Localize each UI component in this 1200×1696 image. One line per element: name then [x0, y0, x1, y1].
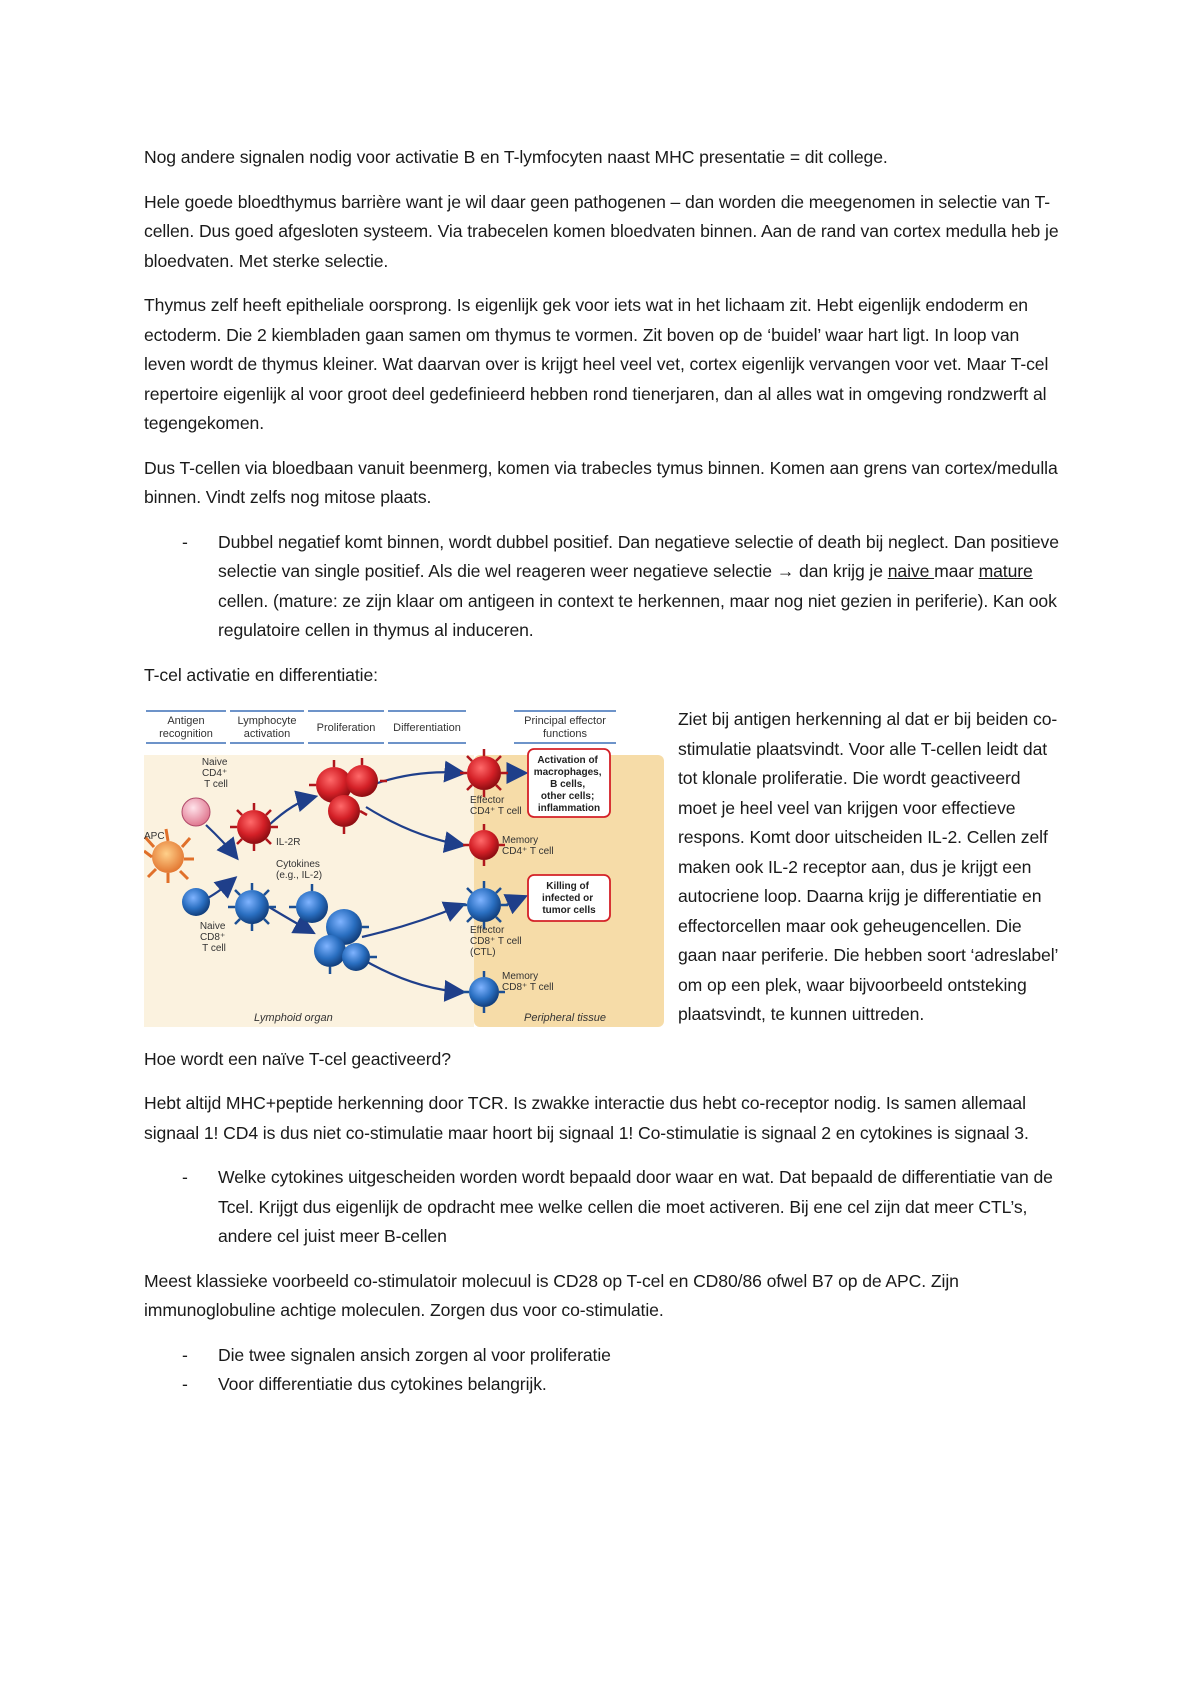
header-lymphocyte-activation: Lymphocyte activation: [237, 715, 297, 740]
label-peripheral-tissue: Peripheral tissue: [524, 1012, 606, 1024]
list-item: [144, 1370, 1060, 1400]
underlined-mature: mature: [978, 561, 1033, 581]
activated-cd8-cell: [228, 883, 276, 931]
paragraph-signals: Hebt altijd MHC+peptide herkenning door TCR. Is zwakke interactie dus hebt co-receptor nodig. Is samen allemaal signaal 1! CD4 is dus niet co-stimulatie maar hoort bij signaal 1! Co-stimulatie is signaal 2 en cytokines is signaal 3.: [144, 1093, 1029, 1143]
bullet-dash: -: [182, 1167, 188, 1187]
bullet-text-part: Dubbel negatief komt binnen, wordt dubbel positief. Dan negatieve selectie of death bij neglect. Dan positieve selectie van single positief. Als die wel reageren weer negatieve selectie → dan krijg je: [218, 531, 1059, 581]
bullet-text-part: maar: [934, 561, 979, 581]
figure-header-row: [146, 711, 616, 743]
paragraph-tcell-entry: Dus T-cellen via bloedbaan vanuit beenmerg, komen via trabecles tymus binnen. Komen aan grens van cortex/medulla binnen. Vindt zelfs nog mitose plaats.: [144, 457, 1058, 507]
label-naive-cd4: Naive CD4⁺ T cell: [201, 757, 228, 790]
effector-cd4-cell: [460, 749, 508, 797]
header-principal-effector-functions: Principal effector functions: [524, 715, 606, 740]
bullet-dash: -: [182, 531, 188, 552]
label-il2r: IL-2R: [276, 837, 301, 848]
label-memory-cd8: Memory CD8⁺ T cell: [502, 971, 554, 993]
paragraph-blood-thymus-barrier: Hele goede bloedthymus barrière want je wil daar geen pathogenen – dan worden die meegenomen in selectie van T-cellen. Dus goed afgesloten systeem. Via trabecelen komen bloedvaten binnen. Aan de rand van cortex medulla heb je bloedvaten. Met sterke selectie.: [144, 191, 1059, 271]
effector-cd8-cell: [460, 881, 508, 929]
effector-box-cd8: [528, 875, 610, 921]
bullet-list-cytokines: [144, 1163, 1060, 1252]
bullet-list-summary: [144, 1341, 1060, 1400]
question-naive-tcell-activation: Hoe wordt een naïve T-cel geactiveerd?: [144, 1048, 451, 1069]
activated-cd4-cell: [230, 803, 278, 851]
naive-cd8-cell: [182, 888, 210, 916]
header-antigen-recognition: Antigen recognition: [159, 715, 213, 740]
paragraph-intro: Nog andere signalen nodig voor activatie B en T-lymfocyten naast MHC presentatie = dit college.: [144, 147, 888, 167]
list-item: [144, 1341, 1060, 1371]
header-differentiation: Differentiation: [393, 722, 461, 734]
bullet-text: Die twee signalen ansich zorgen al voor proliferatie: [218, 1344, 611, 1365]
paragraph-thymus-origin: Thymus zelf heeft epitheliale oorsprong. Is eigenlijk gek voor iets wat in het lichaam zit. Hebt eigenlijk endoderm en ectoderm. Die 2 kiembladen gaan samen om thymus te vormen. Zit boven op de ‘buidel’ waar hart ligt. In loop van leven wordt de thymus kleiner. Wat daarvan over is krijgt heel veel vet, cortex eigenlijk vervangen voor vet. Maar T-cel repertoire eigenlijk al voor groot deel gedefinieerd hebben rond tienerjaren, dan al alles wat in omgeving rondzwerft al tegengekomen.: [144, 295, 1049, 433]
label-cytokines: Cytokines (e.g., IL-2): [276, 859, 323, 881]
bullet-dash: -: [182, 1374, 188, 1394]
bullet-text: Voor differentiatie dus cytokines belangrijk.: [218, 1374, 547, 1394]
label-apc: APC: [144, 831, 165, 842]
bullet-dash: -: [182, 1344, 188, 1365]
bullet-text: Welke cytokines uitgescheiden worden wordt bepaald door waar en wat. Dat bepaald de differentiatie van de Tcel. Krijgt dus eigenlijk de opdracht mee welke cellen die moet activeren. Bij ene cel zijn dat meer CTL’s, andere cel juist meer B-cellen: [218, 1167, 1053, 1246]
header-proliferation: Proliferation: [316, 722, 376, 734]
paragraph-figure-explanation: Ziet bij antigen herkenning al dat er bij beiden co-stimulatie plaatsvindt. Voor alle T-cellen leidt dat tot klonale proliferatie. Die wordt geactiveerd moet je heel veel van krijgen voor effectieve respons. Komt door uitscheiden IL-2. Cellen zelf maken ook IL-2 receptor aan, dus je krijgt een autocriene loop. Daarna krijg je differentiatie en effectorcellen maar ook geheugencellen. Die gaan naar periferie. Die hebben soort ‘adreslabel’ om op een plek, waar bijvoorbeeld ontsteking plaatsvindt, te kunnen uittreden.: [678, 709, 1058, 1024]
label-effector-cd4: Effector CD4⁺ T cell: [470, 795, 522, 817]
label-effector-cd8: Effector CD8⁺ T cell (CTL): [470, 925, 522, 958]
bullet-text-part: cellen. (mature: ze zijn klaar om antigeen in context te herkennen, maar nog niet gezien in periferie). Kan ook regulatoire cellen in thymus al induceren.: [218, 590, 1057, 640]
underlined-naive: naive: [887, 561, 935, 581]
effector-box-cd4: [528, 749, 610, 817]
figure-section: [144, 705, 1060, 1030]
svg-text:Killing of infecte: Killing of infected or tumor cells: [542, 881, 596, 916]
bullet-list-selection: [144, 528, 1060, 646]
tcell-activation-diagram: [144, 707, 664, 1029]
label-naive-cd8: Naive CD8⁺ T cell: [199, 921, 226, 954]
paragraph-costimulation: Meest klassieke voorbeeld co-stimulatoir molecuul is CD28 op T-cel en CD80/86 ofwel B7 op de APC. Zijn immunoglobuline achtige moleculen. Zorgen dus voor co-stimulatie.: [144, 1270, 959, 1320]
svg-text:Activation of macr: Activation of macrophages, B cells, other cells; inflammation: [533, 755, 602, 814]
label-memory-cd4: Memory CD4⁺ T cell: [502, 835, 554, 857]
label-lymphoid-organ: Lymphoid organ: [254, 1012, 333, 1024]
tcell-activation-figure: [144, 707, 664, 1029]
list-item: [144, 1163, 1060, 1252]
list-item: [144, 528, 1060, 646]
heading-tcel-activation: T-cel activatie en differentiatie:: [144, 664, 378, 685]
naive-cd4-cell: [182, 798, 210, 826]
